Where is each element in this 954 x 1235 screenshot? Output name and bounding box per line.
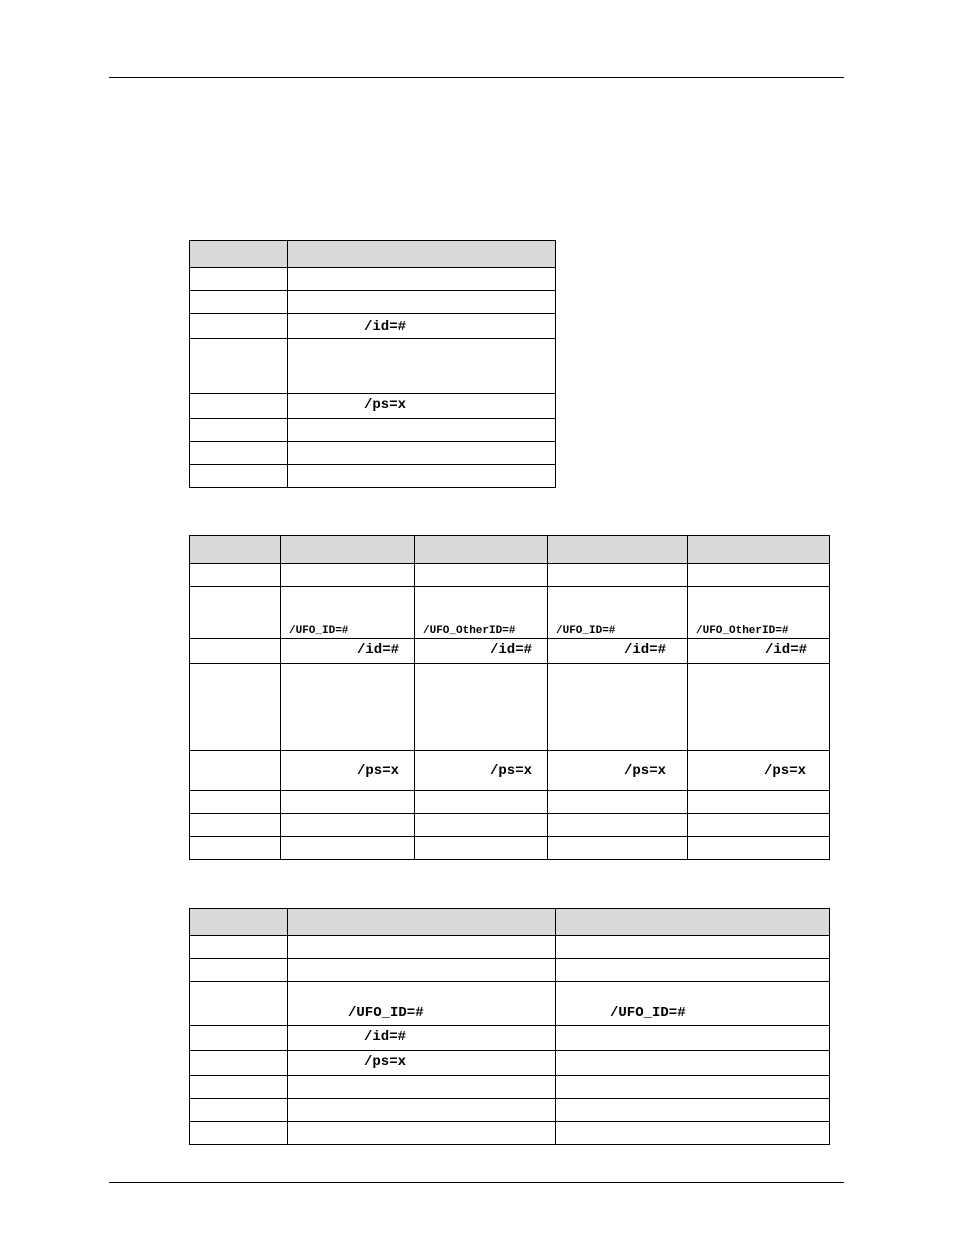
header-rule [109, 77, 844, 78]
table-header-row [190, 536, 830, 564]
header-cell [288, 241, 556, 268]
ps-param: /ps=x [624, 762, 667, 779]
table-row [190, 837, 830, 860]
id-param: /id=# [490, 642, 533, 658]
table-row [190, 1122, 830, 1145]
ps-param: /ps=x [764, 762, 807, 779]
table-row [190, 291, 556, 314]
footer-rule [109, 1182, 844, 1183]
ufo-id-param: /UFO_ID=# [610, 1005, 686, 1021]
table-row [190, 751, 830, 791]
table-1 [189, 240, 556, 488]
ps-param: /ps=x [490, 762, 533, 779]
id-param: /id=# [357, 642, 400, 658]
table-row [190, 959, 830, 982]
table-row [190, 664, 830, 751]
ps-param: /ps=x [364, 397, 407, 413]
table-row [190, 936, 830, 959]
id-param: /id=# [364, 1029, 407, 1045]
table-2 [189, 535, 830, 860]
ufo-otherid-param: /UFO_OtherID=# [423, 625, 516, 637]
id-param: /id=# [364, 319, 407, 335]
table-row [190, 339, 556, 394]
table-row [190, 1076, 830, 1099]
table-row [190, 465, 556, 488]
ufo-otherid-param: /UFO_OtherID=# [696, 625, 789, 637]
table-row [190, 1051, 830, 1076]
table-row [190, 1099, 830, 1122]
id-param: /id=# [624, 642, 667, 658]
table-row [190, 419, 556, 442]
table-row [190, 982, 830, 1026]
table-row [190, 314, 556, 339]
table-row [190, 814, 830, 837]
ufo-id-param: /UFO_ID=# [348, 1005, 424, 1021]
ps-param: /ps=x [364, 1054, 407, 1070]
table-row [190, 791, 830, 814]
table-row [190, 587, 830, 639]
table-row [190, 268, 556, 291]
table-row [190, 639, 830, 664]
table-header-row [190, 241, 556, 268]
table-row [190, 394, 556, 419]
table-row [190, 442, 556, 465]
ps-param: /ps=x [357, 762, 400, 779]
ufo-id-param: /UFO_ID=# [289, 625, 349, 637]
table-row [190, 1026, 830, 1051]
ufo-id-param: /UFO_ID=# [556, 625, 616, 637]
table-header-row [190, 909, 830, 936]
table-row [190, 564, 830, 587]
header-cell [190, 241, 288, 268]
id-param: /id=# [765, 642, 808, 658]
table-3 [189, 908, 830, 1145]
